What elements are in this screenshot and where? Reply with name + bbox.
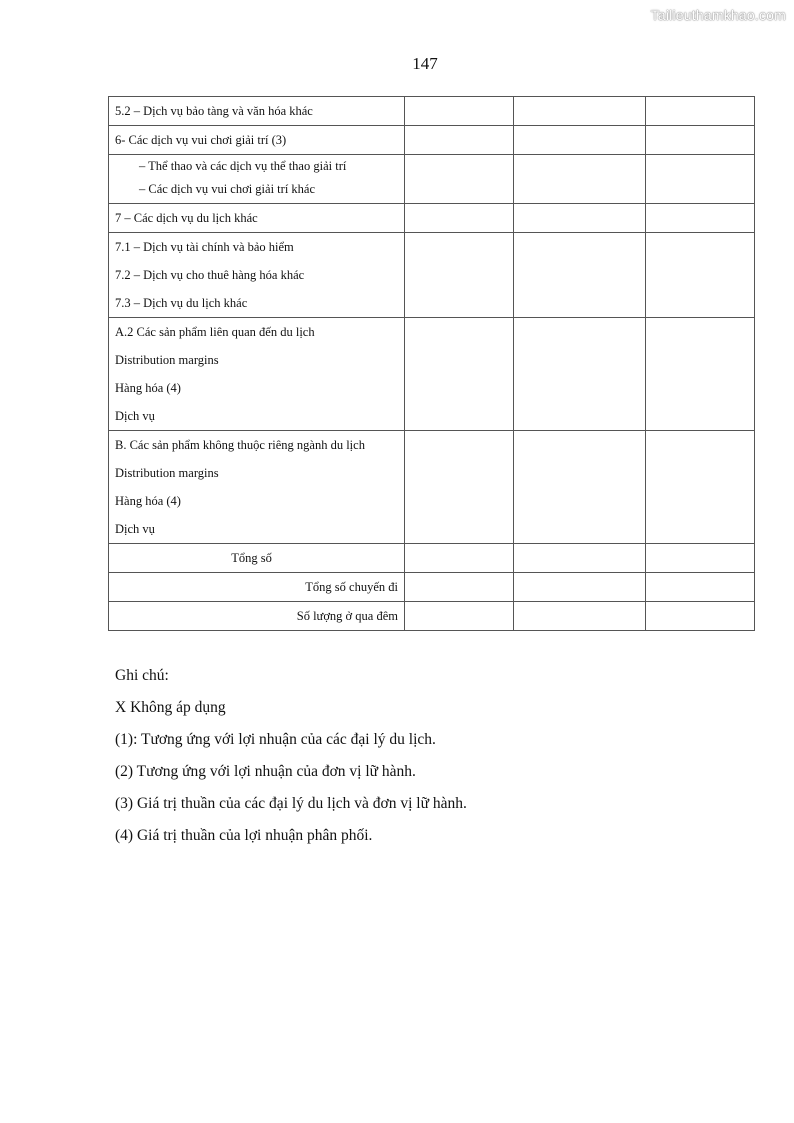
value-cell <box>646 573 755 602</box>
table-row <box>109 318 755 431</box>
value-cell <box>514 431 646 544</box>
sub-item: Distribution margins <box>115 466 219 480</box>
value-cell <box>405 318 514 431</box>
value-cell <box>514 233 646 318</box>
table-row-total <box>109 544 755 573</box>
value-cell <box>514 544 646 573</box>
table-row <box>109 204 755 233</box>
value-cell <box>405 573 514 602</box>
value-cell <box>405 155 514 204</box>
value-cell <box>646 318 755 431</box>
row-label <box>109 318 405 431</box>
row-label: 6- Các dịch vụ vui chơi giải trí (3) <box>109 126 405 155</box>
row-label: Tổng số <box>109 544 405 573</box>
row-label <box>109 233 405 318</box>
value-cell <box>646 204 755 233</box>
table-row <box>109 97 755 126</box>
sub-item: A.2 Các sản phẩm liên quan đến du lịch <box>115 325 315 339</box>
sub-item: B. Các sản phẩm không thuộc riêng ngành du lịch <box>115 438 365 452</box>
value-cell <box>646 97 755 126</box>
row-label: Số lượng ở qua đêm <box>109 602 405 631</box>
sub-item: 7.2 – Dịch vụ cho thuê hàng hóa khác <box>115 268 305 282</box>
sub-item: – Các dịch vụ vui chơi giải trí khác <box>139 182 316 196</box>
value-cell <box>405 544 514 573</box>
note-item: (1): Tương ứng với lợi nhuận của các đại lý du lịch. <box>115 731 436 748</box>
table-row <box>109 126 755 155</box>
value-cell <box>514 573 646 602</box>
sub-item: 7.3 – Dịch vụ du lịch khác <box>115 296 248 310</box>
table-row <box>109 155 755 204</box>
row-label: 5.2 – Dịch vụ bảo tàng và văn hóa khác <box>109 97 405 126</box>
value-cell <box>405 431 514 544</box>
sub-item: – Thể thao và các dịch vụ thể thao giải trí <box>139 159 347 173</box>
sub-item: Dịch vụ <box>115 522 155 536</box>
value-cell <box>514 204 646 233</box>
value-cell <box>405 126 514 155</box>
value-cell <box>514 126 646 155</box>
sub-item: Distribution margins <box>115 353 219 367</box>
watermark: Tailieuthamkhao.com <box>650 7 786 23</box>
row-label <box>109 431 405 544</box>
value-cell <box>405 233 514 318</box>
value-cell <box>646 602 755 631</box>
value-cell <box>646 155 755 204</box>
notes-section <box>115 660 467 852</box>
value-cell <box>514 97 646 126</box>
page-number: 147 <box>412 54 438 73</box>
value-cell <box>405 97 514 126</box>
value-cell <box>646 126 755 155</box>
value-cell <box>405 204 514 233</box>
value-cell <box>405 602 514 631</box>
sub-item: Dịch vụ <box>115 409 155 423</box>
note-item: (3) Giá trị thuần của các đại lý du lịch và đơn vị lữ hành. <box>115 795 467 812</box>
note-item: X Không áp dụng <box>115 699 226 716</box>
row-label: Tổng số chuyến đi <box>109 573 405 602</box>
table-row-overnights <box>109 602 755 631</box>
sub-item: Hàng hóa (4) <box>115 494 181 508</box>
value-cell <box>646 233 755 318</box>
note-item: (4) Giá trị thuần của lợi nhuận phân phối. <box>115 827 373 844</box>
value-cell <box>514 318 646 431</box>
note-item: (2) Tương ứng với lợi nhuận của đơn vị lữ hành. <box>115 763 416 780</box>
value-cell <box>646 544 755 573</box>
sub-item: Hàng hóa (4) <box>115 381 181 395</box>
row-label <box>109 155 405 204</box>
table-row <box>109 431 755 544</box>
value-cell <box>646 431 755 544</box>
table-row-trips <box>109 573 755 602</box>
row-label: 7 – Các dịch vụ du lịch khác <box>109 204 405 233</box>
table-row <box>109 233 755 318</box>
value-cell <box>514 155 646 204</box>
notes-heading: Ghi chú: <box>115 667 169 684</box>
sub-item: 7.1 – Dịch vụ tài chính và bảo hiểm <box>115 240 294 254</box>
value-cell <box>514 602 646 631</box>
tourism-products-table <box>108 96 755 631</box>
